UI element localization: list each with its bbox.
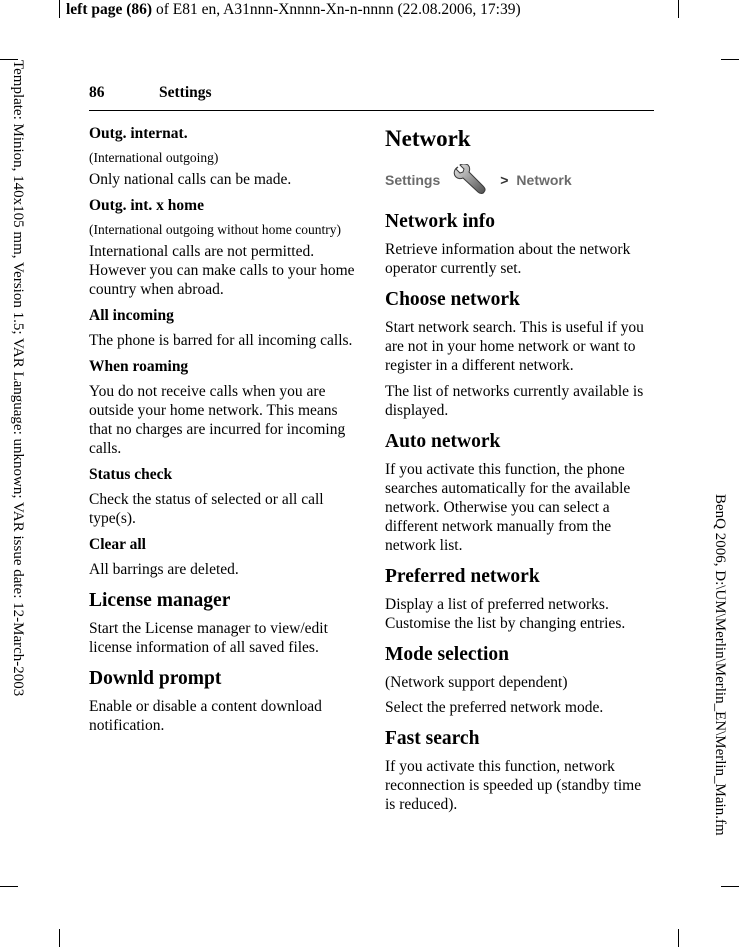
section-body: The list of networks currently available is displayed. bbox=[385, 383, 644, 419]
section-heading: Preferred network bbox=[385, 566, 540, 587]
section-title: Settings bbox=[159, 84, 212, 101]
section-heading: License manager bbox=[89, 590, 231, 611]
menu-path-separator: > bbox=[500, 172, 509, 188]
section-heading: Downld prompt bbox=[89, 668, 222, 689]
menu-path-network: Network bbox=[516, 172, 572, 188]
item-title: Clear all bbox=[89, 536, 146, 553]
crop-mark bbox=[678, 929, 679, 947]
print-header-label: left page (86) bbox=[66, 1, 153, 18]
item-note: (International outgoing without home country) bbox=[89, 222, 341, 237]
template-margin-note: Template: Minion, 140x105 mm, Version 1.5; VAR Language: unknown; VAR issue date: 12-March-2003 bbox=[10, 60, 26, 697]
right-column bbox=[385, 124, 653, 821]
wrench-icon bbox=[452, 164, 488, 196]
item-body: All barrings are deleted. bbox=[89, 561, 239, 578]
file-path-margin-note: BenQ 2006, D:\UM\Merlin\Merlin_EN\Merlin_Main.fm bbox=[712, 494, 728, 836]
left-column bbox=[89, 124, 357, 742]
section-heading: Network info bbox=[385, 211, 495, 232]
item-note: (International outgoing) bbox=[89, 150, 219, 165]
section-body: If you activate this function, network reconnection is speeded up (standby time is reduced). bbox=[385, 758, 642, 813]
item-title: Outg. internat. bbox=[89, 125, 188, 142]
item-body: Check the status of selected or all call type(s). bbox=[89, 491, 324, 527]
section-body: Enable or disable a content download notification. bbox=[89, 698, 322, 734]
section-note: (Network support dependent) bbox=[385, 674, 568, 691]
header-rule bbox=[89, 110, 654, 111]
section-body: If you activate this function, the phone searches automatically for the available network. Otherwise you can select a different network manually from the network list. bbox=[385, 461, 631, 554]
crop-mark bbox=[678, 0, 679, 18]
crop-mark bbox=[721, 886, 739, 887]
section-body: Display a list of preferred networks. Customise the list by changing entries. bbox=[385, 596, 626, 632]
chapter-heading: Network bbox=[385, 126, 471, 151]
print-header-info: of E81 en, A31nnn-Xnnnn-Xn-n-nnnn (22.08.2006, 17:39) bbox=[152, 1, 521, 18]
section-heading: Fast search bbox=[385, 728, 480, 749]
section-heading: Mode selection bbox=[385, 644, 510, 665]
item-body: Only national calls can be made. bbox=[89, 171, 292, 188]
menu-path-settings: Settings bbox=[385, 172, 441, 188]
section-body: Retrieve information about the network operator currently set. bbox=[385, 241, 631, 277]
page-number: 86 bbox=[89, 84, 105, 101]
section-body: Start network search. This is useful if you are not in your home network or want to register in a different network. bbox=[385, 319, 644, 374]
print-header bbox=[66, 1, 521, 19]
section-heading: Auto network bbox=[385, 431, 501, 452]
item-body: The phone is barred for all incoming calls. bbox=[89, 332, 353, 349]
item-body: International calls are not permitted. However you can make calls to your home country when abroad. bbox=[89, 243, 355, 298]
crop-mark bbox=[0, 886, 18, 887]
section-heading: Choose network bbox=[385, 289, 520, 310]
item-body: You do not receive calls when you are outside your home network. This means that no charges are incurred for incoming calls. bbox=[89, 383, 346, 457]
section-body: Select the preferred network mode. bbox=[385, 699, 604, 716]
item-title: All incoming bbox=[89, 307, 174, 324]
crop-mark bbox=[721, 59, 739, 60]
crop-mark bbox=[59, 0, 60, 18]
crop-mark bbox=[59, 929, 60, 947]
menu-path bbox=[385, 164, 653, 196]
item-title: When roaming bbox=[89, 358, 189, 375]
section-body: Start the License manager to view/edit license information of all saved files. bbox=[89, 620, 328, 656]
item-title: Status check bbox=[89, 466, 173, 483]
item-title: Outg. int. x home bbox=[89, 197, 204, 214]
